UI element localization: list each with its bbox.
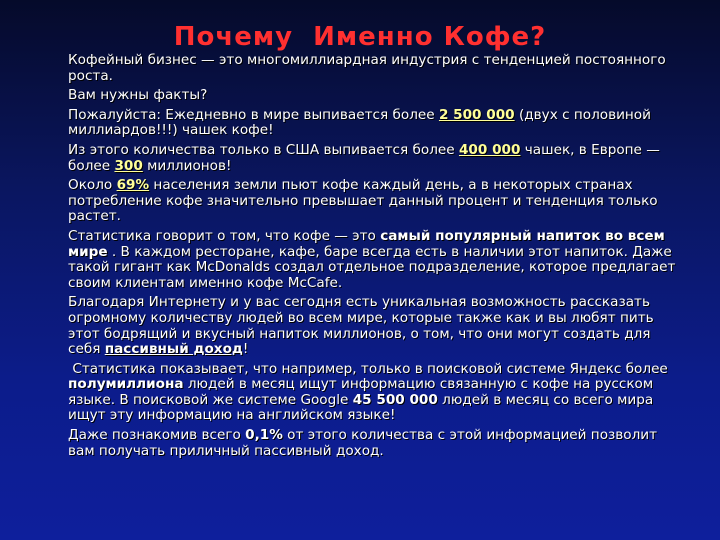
paragraph-search-stats xyxy=(64,362,686,424)
bold-percent: 0,1% xyxy=(245,427,283,444)
question-text: Вам нужны факты? xyxy=(68,87,208,104)
paragraph-conclusion xyxy=(64,428,686,459)
slide-title: Почему Именно Кофе? xyxy=(173,22,547,52)
text-segment: от этого количества с этой информацией позволит вам получать приличный пассивный доход. xyxy=(68,427,658,459)
paragraph-intro xyxy=(64,53,686,84)
bold-phrase: полумиллиона xyxy=(68,376,184,393)
text-segment: чашек, в Европе — более xyxy=(68,141,660,174)
text-segment: Из этого количества только в США выпивается более xyxy=(68,141,459,158)
paragraph-popularity xyxy=(64,229,686,291)
paragraph-daily-consumption xyxy=(64,108,686,139)
text-segment: миллионов! xyxy=(142,157,232,174)
text-segment: Статистика показывает, что например, только в поисковой системе Яндекс более xyxy=(72,360,668,377)
paragraph-internet xyxy=(64,295,686,357)
text-segment: Благодаря Интернету и у вас сегодня есть уникальная возможность рассказать огромному количеству людей во всем мире, которые также как и вы любят пить этот бодрящий и вкусный напиток миллионов, о том, что они могут создать для себя xyxy=(68,294,654,358)
bold-underlined-phrase: пассивный доход xyxy=(104,341,243,358)
text-segment: Около xyxy=(68,177,117,194)
paragraph-population xyxy=(64,178,686,225)
text-segment: . В каждом ресторане, кафе, баре всегда есть в наличии этот напиток. Даже такой гигант как McDonalds создал отдельное подразделение, которое предлагает своим клиентам именно кофе McCafe. xyxy=(68,243,676,291)
text-segment: Статистика говорит о том, что кофе — это xyxy=(68,227,381,244)
highlight-number: 300 xyxy=(114,157,143,174)
text-segment: людей в месяц со всего мира ищут эту информацию на английском языке! xyxy=(68,391,654,424)
bold-phrase: самый популярный напиток во всем мире xyxy=(68,227,665,260)
paragraph-usa-europe xyxy=(64,143,686,174)
slide-body xyxy=(64,53,686,463)
text-segment: (двух с половиной миллиардов!!!) чашек кофе! xyxy=(68,106,651,139)
bold-number: 45 500 000 xyxy=(352,391,438,408)
paragraph-question xyxy=(64,88,686,104)
text-segment: населения земли пьют кофе каждый день, а в некоторых странах потребление кофе значительно превышает данный процент и тенденция только растет. xyxy=(68,177,658,225)
text-segment: Даже познакомив всего xyxy=(68,427,246,444)
highlight-percent: 69% xyxy=(116,177,150,194)
intro-text: Кофейный бизнес — это многомиллиардная индустрия с тенденцией постоянного роста. xyxy=(68,52,666,84)
text-segment: ! xyxy=(242,341,249,358)
highlight-number: 2 500 000 xyxy=(438,106,515,123)
text-segment: Пожалуйста: Ежедневно в мире выпивается более xyxy=(68,106,439,123)
highlight-number: 400 000 xyxy=(458,141,521,158)
text-segment: людей в месяц ищут информацию связанную с кофе на русском языке. В поисковой же системе Google xyxy=(68,376,654,408)
